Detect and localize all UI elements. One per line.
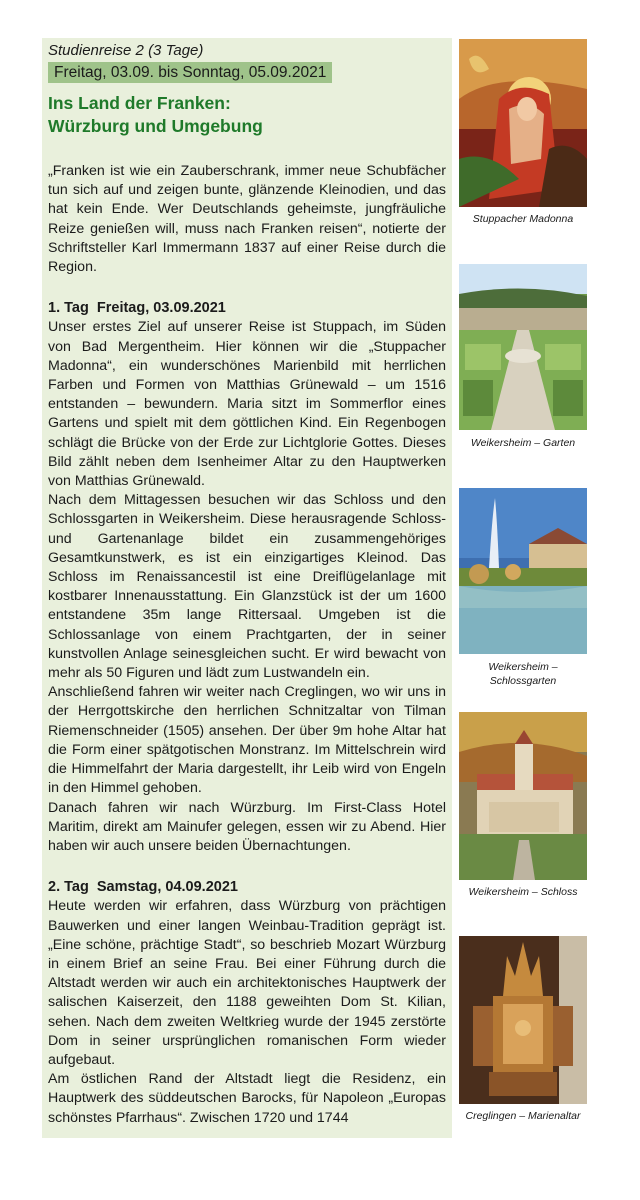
title-line-2: Würzburg und Umgebung <box>48 116 263 136</box>
day1-paragraph: Anschließend fahren wir weiter nach Creglingen, wo wir uns in der Herrgottskirche den herrlichen Schnitzaltar von Tilman Riemenschneider (1505) ansehen. Der über 9m hohe Altar hat die Form einer spätgotischen Monstranz. Im Mittelschrein wird die Himmelfahrt der Maria dargestellt, ihr Leib wird von Engeln in den Himmel gehoben. <box>48 684 446 797</box>
caption-palace-garden <box>452 660 594 688</box>
fountain-pond-image <box>459 488 587 654</box>
caption-madonna: Stuppacher Madonna <box>472 213 574 225</box>
caption-altar: Creglingen – Marienaltar <box>465 1110 581 1122</box>
garden-aerial-image <box>459 264 587 430</box>
garden-photo <box>459 264 587 430</box>
day1-paragraph: Nach dem Mittagessen besuchen wir das Schloss und den Schlossgarten in Weikersheim. Diese herausragende Schloss- und Gartenanlage bildet ein zusammengehöriges Gesamtkunstwerk, es ist ein einzigartiges Kleinod. Das Schloss im Renaissancestil ist eine Dreiflügelanlage mit kostbarer Innenausstattung. Ein Glanzstück ist der um 1600 entstandene 35m lange Rittersaal. Umgeben ist die Schlossanlage von einem Prachtgarten, der in seiner kunstvollen Anlage seinesgleichen sucht. Er wird bewacht von mehr als 50 Figuren und lädt zum Lustwandeln ein. <box>48 492 446 682</box>
carved-altar-image <box>459 936 587 1104</box>
altar-photo <box>459 936 587 1104</box>
caption-line-1: Weikersheim – <box>488 661 558 673</box>
day1-heading: 1. Tag Freitag, 03.09.2021 <box>48 300 226 317</box>
palace-garden-photo <box>459 488 587 654</box>
page-title <box>48 92 446 138</box>
caption-line-2: Schlossgarten <box>489 675 557 687</box>
caption-palace: Weikersheim – Schloss <box>468 886 578 898</box>
intro-quote: „Franken ist wie ein Zauberschrank, immer neue Schubfächer tun sich auf und zeigen bunte, glänzende Kleinodien, und das hat kein Ende. Wer Deutschlands geheimste, jungfräuliche Reize genießen will, muss nach Franken reisen“, notierte der Schriftsteller Karl Immermann 1837 auf einer Reise durch die Region. <box>48 163 446 276</box>
tour-series: Studienreise 2 (3 Tage) <box>48 42 204 59</box>
day2-paragraph: Heute werden wir erfahren, dass Würzburg von prächtigen Bauwerken und einer langen Weinbau-Tradition geprägt ist. „Eine schöne, prächtige Stadt“, so beschrieb Mozart Würzburg in einem Brief an seine Frau. Bei einer Führung durch die Altstadt werden wir auch ein architektonisches Hauptwerk der salischen Kaiserzeit, den 1188 geweihten Dom St. Kilian, sehen. Nach dem zweiten Weltkrieg wurde der 1945 zerstörte Dom in seiner ursprünglichen romanischen Form wieder aufgebaut. <box>48 898 446 1068</box>
title-line-1: Ins Land der Franken: <box>48 93 231 113</box>
day2-paragraph: Am östlichen Rand der Altstadt liegt die Residenz, ein Hauptwerk des süddeutschen Barocks, für Napoleon „Europas schönstes Pfarrhaus“. Zwischen 1720 und 1744 <box>48 1071 446 1126</box>
text-content <box>48 42 446 1128</box>
caption-garden: Weikersheim – Garten <box>470 437 576 449</box>
text-column <box>42 38 452 1138</box>
madonna-photo <box>459 39 587 207</box>
date-range-bar: Freitag, 03.09. bis Sonntag, 05.09.2021 <box>48 62 332 83</box>
palace-aerial-image <box>459 712 587 880</box>
day2-heading: 2. Tag Samstag, 04.09.2021 <box>48 879 238 896</box>
palace-photo <box>459 712 587 880</box>
day1-paragraph: Unser erstes Ziel auf unserer Reise ist Stuppach, im Süden von Bad Mergentheim. Hier können wir die „Stuppacher Madonna“, ein wunderschönes Marienbild mit herrlichen Farben und Formen von Matthias Grünewald – um 1516 entstanden – bewundern. Maria sitzt im Sommerflor eines Gartens und spielt mit dem göttlichen Kind. Ein Regenbogen schlägt die Brücke von der Erde zur Lichtglorie Gottes. Dieses Bild zählt neben dem Isenheimer Altar zu den Hauptwerken von Matthias Grünewald. <box>48 319 446 490</box>
day1-paragraph: Danach fahren wir nach Würzburg. Im First-Class Hotel Maritim, direkt am Mainufer gelegen, essen wir zu Abend. Hier haben wir auch unsere beiden Übernachtungen. <box>48 799 446 854</box>
madonna-painting-image <box>459 39 587 207</box>
